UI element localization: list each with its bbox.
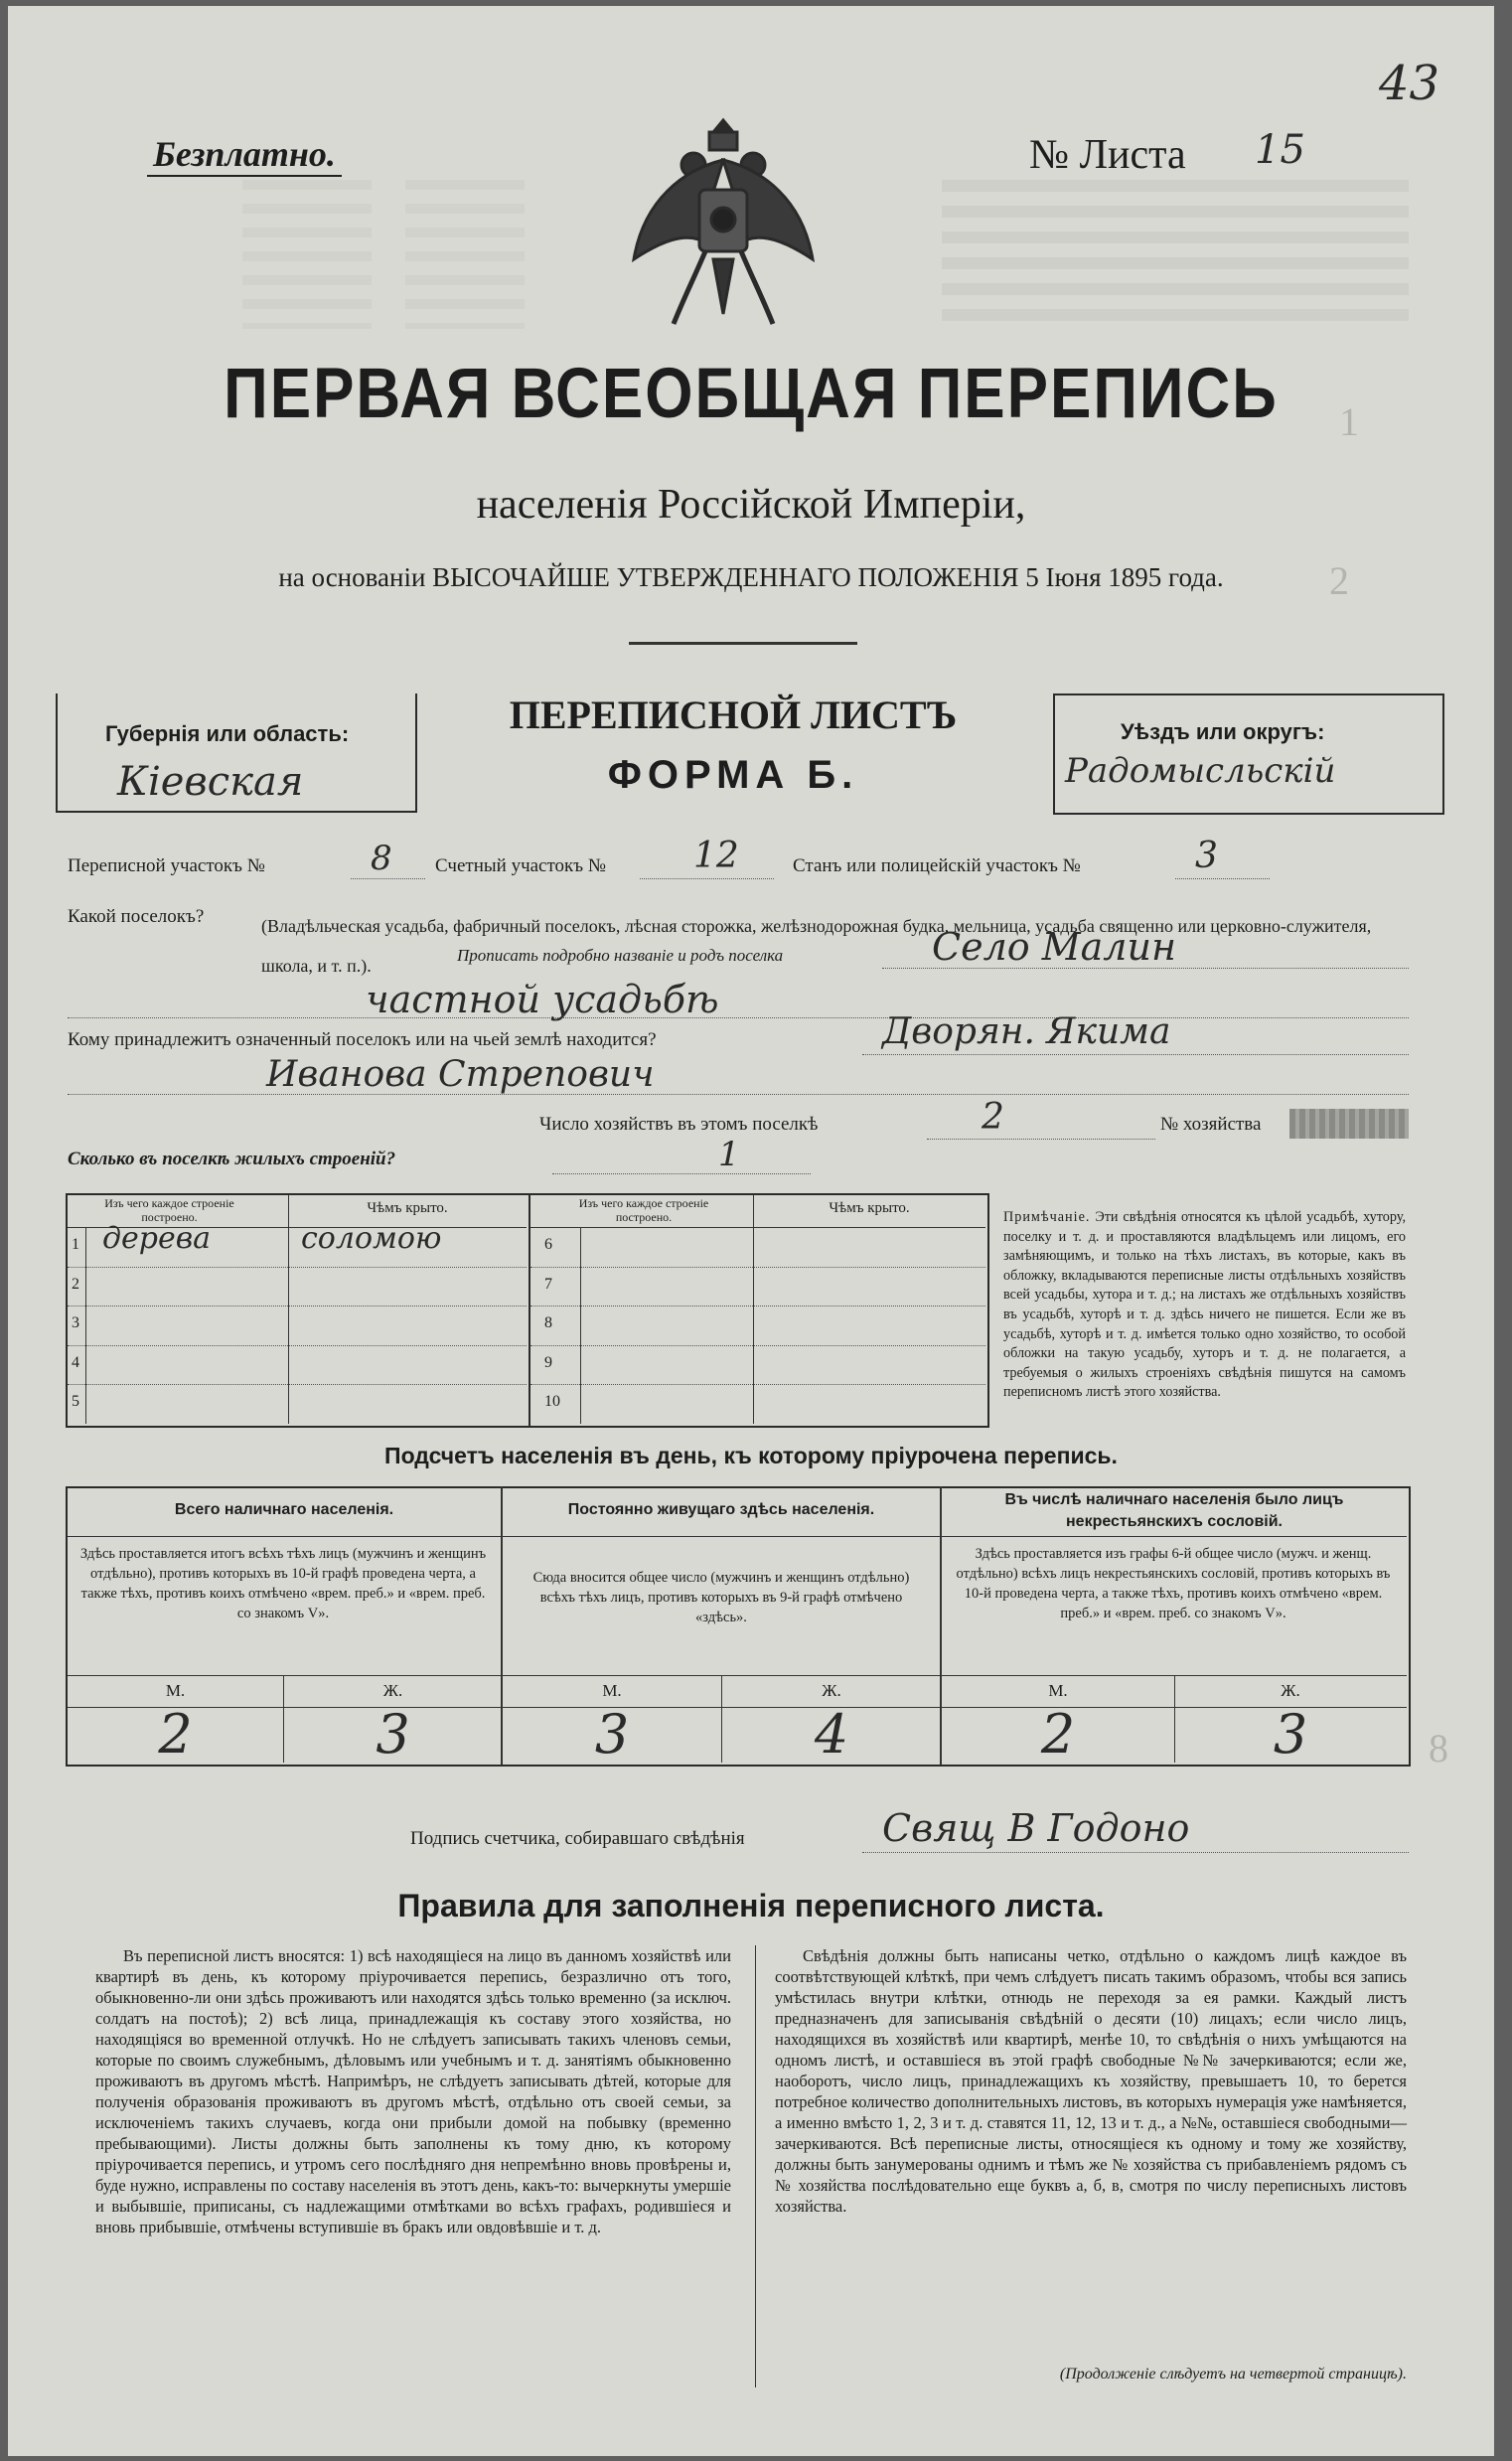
rules-continued: (Продолженіе слѣдуетъ на четвертой страницѣ). (1059, 2366, 1407, 2383)
owner-value-2: Иванова Стрепович (266, 1054, 655, 1095)
pop-col3-text: Здѣсь проставляется изъ графы 6-й общее число (мужч. и женщ. отдѣльно) всѣхъ лицъ некрестьянскихъ сословій, противъ которыхъ въ 10-й проведена черта, а также тѣхъ, противъ коихъ отмѣчено «врем. преб.» и «врем. преб. со знакомъ V». (956, 1546, 1391, 1621)
table-left-row-line (68, 1384, 527, 1385)
table-left-row-number: 5 (72, 1393, 79, 1411)
household-number-redaction (1289, 1109, 1409, 1139)
margin-bleed-3: 8 (1429, 1726, 1448, 1770)
note-text: Эти свѣдѣнія относятся къ цѣлой усадьбѣ, хутору, поселку и т. д. и проставляются владѣльцемъ или лицомъ, его замѣняющимъ, и только на тѣхъ листахъ, въ которые, какъ въ обложку, вкладываются переписные листы отдѣльныхъ хозяйствъ всей усадьбы, хутора и т. д.; на листахъ же отдѣльныхъ хозяйствъ въ усадьбѣ, хуторѣ и т. д. здѣсь ничего не пишется. Если же въ усадьбѣ, хуторѣ и т. д. имѣется только одно хозяйство, то особой обложки на такую усадьбу, хуторъ и т. д. не полагается, а требуемыя о жилыхъ строеніяхъ свѣдѣнія пишутся на самомъ переписномъ листѣ этого хозяйства. (1003, 1209, 1407, 1401)
sheet-number-label: № Листа (1029, 132, 1186, 178)
table-right-row-line (530, 1306, 985, 1307)
province-label: Губернія или область: (105, 721, 350, 746)
population-female-label: Ж. (822, 1681, 841, 1700)
population-title: Подсчетъ населенія въ день, къ которому пріурочена перепись. (384, 1443, 1118, 1468)
population-female-label: Ж. (1281, 1681, 1300, 1700)
households-value: 2 (982, 1097, 1004, 1138)
table-left-row-line (68, 1345, 527, 1346)
settlement-value-2: частной усадьбѣ (366, 978, 719, 1021)
police-area-line (1175, 878, 1270, 879)
rules-right: Свѣдѣнія должны быть написаны четко, отдѣльно о каждомъ лицѣ каждое въ соотвѣтствующей клѣткѣ, при чемъ слѣдуетъ писать такимъ образомъ, чтобы вся запись умѣстилась внутри клѣтки, отнюдь не переходя за ея рамки. Каждый листъ предназначенъ для записыванія свѣдѣній о десяти (10) лицахъ; если число лицъ, находящихся въ хозяйствѣ или квартирѣ, менѣе 10, то свѣдѣнія о нихъ умѣщаются на одномъ листѣ, и оставшіеся въ этой графѣ свободные №№ зачеркиваются; если же, наоборотъ, число лицъ, принадлежащихъ къ хозяйству, превышаетъ 10, то берется потребное количество дополнительныхъ листовъ, въ которыхъ нумерація уже намѣняется, а именно вмѣсто 1, 2, 3 и т. д. ставятся 11, 12, 13 и т. д., а №№, оставшіеся свободными—зачеркиваются. Всѣ переписные листы, относящіеся къ одному и тому же хозяйству, должны быть занумерованы однимъ и тѣмъ же № хозяйства съ прибавленіемъ рядомъ съ № хозяйства послѣдовательно еще буквъ а, б, в, смотря по числу переписныхъ листовъ хозяйства. (775, 1946, 1407, 2216)
census-area-label: Переписной участокъ № (68, 855, 265, 876)
district-label: Уѣздъ или округъ: (1121, 719, 1325, 744)
population-female-label: Ж. (382, 1681, 403, 1700)
signature-line (862, 1852, 1409, 1853)
bleed-shadow-mid (405, 180, 525, 329)
pop-col1-head: Всего наличнаго населенія. (174, 1501, 394, 1518)
table-left-row-number: 2 (72, 1275, 79, 1293)
table-left-row-material: дерева (102, 1221, 212, 1256)
households-label: Число хозяйствъ въ этомъ поселкѣ (539, 1114, 819, 1135)
owner-line-1 (862, 1054, 1409, 1055)
table-right-col-line (753, 1195, 754, 1424)
table-left-row-roof: соломою (301, 1221, 442, 1256)
buildings-value: 1 (718, 1135, 740, 1174)
population-value: 3 (376, 1703, 410, 1766)
police-area-value: 3 (1195, 836, 1218, 876)
settlement-value-1: Село Малин (932, 925, 1176, 969)
pop-col1-text: Здѣсь проставляется итогъ всѣхъ тѣхъ лицъ (мужчинъ и женщинъ отдѣльно), противъ которыхъ въ 10-й графѣ проведена черта, а также тѣхъ, противъ коихъ отмѣчено «врем. преб.» и «врем. преб. со знакомъ V». (79, 1546, 487, 1621)
pop-col3-head: Въ числѣ наличнаго населенія было лицъ некрестьянскихъ сословій. (1004, 1491, 1344, 1530)
population-male-label: М. (602, 1681, 622, 1700)
rules-title: Правила для заполненія переписного листа. (397, 1888, 1105, 1923)
settlement-hint-italic: Прописать подробно названіе и родъ поселка (457, 946, 784, 965)
table-left-row-number: 1 (72, 1236, 79, 1253)
population-value: 2 (158, 1703, 193, 1766)
form-subtitle: ФОРМА Б. (607, 753, 859, 797)
table-left-row-number: 3 (72, 1314, 79, 1332)
free-stamp: Безплатно. (147, 133, 342, 177)
table-right-row-number: 9 (544, 1353, 552, 1371)
table-right-material-head: Изъ чего каждое строеніе построено. (578, 1196, 709, 1224)
settlement-line-2 (68, 1017, 1409, 1018)
bleed-shadow-right (942, 180, 1409, 329)
table-left-num-line (85, 1227, 86, 1424)
archive-page-number: 43 (1379, 56, 1440, 111)
census-subtitle: населенія Россійской Имперіи, (476, 482, 1026, 528)
census-title: ПЕРВАЯ ВСЕОБЩАЯ ПЕРЕПИСЬ (224, 354, 1279, 434)
buildings-line (552, 1173, 811, 1174)
table-left-col-line (288, 1195, 289, 1424)
population-head-line (68, 1536, 1407, 1537)
census-basis: на основаніи ВЫСОЧАЙШЕ УТВЕРЖДЕННАГО ПОЛОЖЕНІЯ 5 Іюня 1895 года. (278, 562, 1224, 592)
pop-col2-text: Сюда вносится общее число (мужчинъ и женщинъ отдѣльно) всѣхъ тѣхъ лицъ, противъ которыхъ въ 9-й графѣ отмѣчено «здѣсь». (532, 1570, 910, 1625)
note-label: Примѣчаніе. (1003, 1209, 1091, 1225)
population-value: 4 (814, 1703, 849, 1766)
population-value: 3 (594, 1703, 630, 1766)
pop-col2-head: Постоянно живущаго здѣсь населенія. (567, 1501, 875, 1518)
owner-label: Кому принадлежитъ означенный поселокъ или на чьей землѣ находится? (68, 1029, 657, 1050)
households-line (927, 1139, 1155, 1140)
rules-divider (755, 1945, 756, 2387)
settlement-label: Какой поселокъ? (68, 906, 205, 927)
table-right-head-line (530, 1227, 985, 1228)
table-right-roof-head: Чѣмъ крыто. (829, 1200, 910, 1216)
count-area-line (640, 878, 774, 879)
count-area-value: 12 (693, 836, 739, 876)
imperial-eagle-icon (624, 110, 823, 339)
buildings-label: Сколько въ поселкѣ жилыхъ строеній? (68, 1149, 396, 1169)
count-area-label: Счетный участокъ № (435, 855, 606, 876)
police-area-label-text: Станъ или полицейскій участокъ № (793, 855, 1081, 876)
population-male-label: М. (1048, 1681, 1068, 1700)
table-right-row-number: 6 (544, 1236, 552, 1253)
header-divider (629, 642, 857, 645)
margin-bleed-1: 1 (1339, 399, 1359, 444)
table-right-row-number: 8 (544, 1314, 552, 1332)
household-number-label: № хозяйства (1160, 1114, 1262, 1135)
bleed-shadow-left (242, 180, 372, 329)
census-sheet (8, 6, 1494, 2456)
table-left-row-line (68, 1267, 527, 1268)
census-area-value: 8 (371, 839, 392, 878)
signature-value: Свящ В Годоно (882, 1806, 1190, 1850)
signature-label: Подпись счетчика, собиравшаго свѣдѣнія (410, 1828, 745, 1849)
population-value: 3 (1273, 1703, 1308, 1766)
buildings-table-right (529, 1193, 989, 1428)
province-value: Кіевская (117, 759, 304, 805)
table-left-material-head: Изъ чего каждое строеніе построено. (104, 1196, 234, 1224)
sheet-number-value: 15 (1255, 127, 1305, 173)
note-block (1003, 1208, 1406, 1403)
table-right-row-line (530, 1384, 985, 1385)
settlement-hint: (Владѣльческая усадьба, фабричный поселокъ, лѣсная сторожка, желѣзнодорожная будка, мельница, усадьба священно или церковно-служителя, школа, и т. п.). (261, 916, 1372, 976)
table-left-roof-head: Чѣмъ крыто. (367, 1200, 448, 1216)
population-value: 2 (1040, 1703, 1076, 1766)
rules-left: Въ переписной листъ вносятся: 1) всѣ находящіеся на лицо въ данномъ хозяйствѣ или квартирѣ въ день, къ которому пріурочивается перепись, безразлично отъ того, обыкновенно-ли они здѣсь проживаютъ или находятся здѣсь только временно (за исключ. солдатъ на постоѣ); 2) всѣ лица, принадлежащія къ составу этого хозяйства, но находящіяся во временной отлучкѣ. Но не слѣдуетъ записывать такихъ членовъ семьи, которые по своимъ служебнымъ, дѣловымъ или учебнымъ и т. д. занятіямъ обыкновенно проживаютъ въ другомъ мѣстѣ. Напримѣръ, не слѣдуетъ записывать дѣтей, которые для полученія образованія проживаютъ въ другомъ мѣстѣ, отдѣльно отъ своей семьи, за исключеніемъ такихъ случаевъ, когда они прибыли домой на побывку (временно пребывающими). Листы должны быть заполнены къ тому дню, къ которому пріурочивается перепись, и утромъ сего послѣдняго дня непремѣнно вновь провѣрены и, буде нужно, исправлены по составу населенія въ этотъ день, какъ-то: вычеркнуты умершіе и выбывшіе, приписаны, съ надлежащими отмѣтками во всѣхъ графахъ, родившіеся и вновь прибывшіе, отмѣчены вступившіе въ бракъ или овдовѣвшіе и т. д. (95, 1946, 731, 2236)
table-right-row-line (530, 1345, 985, 1346)
table-right-row-number: 7 (544, 1275, 552, 1293)
district-value: Радомысльскій (1065, 751, 1336, 791)
form-title: ПЕРЕПИСНОЙ ЛИСТЪ (509, 692, 958, 737)
census-area-line (351, 878, 425, 879)
table-left-row-number: 4 (72, 1353, 79, 1371)
table-left-row-line (68, 1306, 527, 1307)
table-right-num-line (580, 1227, 581, 1424)
margin-bleed-2: 2 (1329, 558, 1349, 603)
table-right-row-line (530, 1267, 985, 1268)
owner-value-1: Дворян. Якима (882, 1011, 1171, 1052)
population-male-label: М. (165, 1681, 186, 1700)
table-right-row-number: 10 (544, 1393, 560, 1411)
population-mf-line-top (68, 1675, 1407, 1676)
